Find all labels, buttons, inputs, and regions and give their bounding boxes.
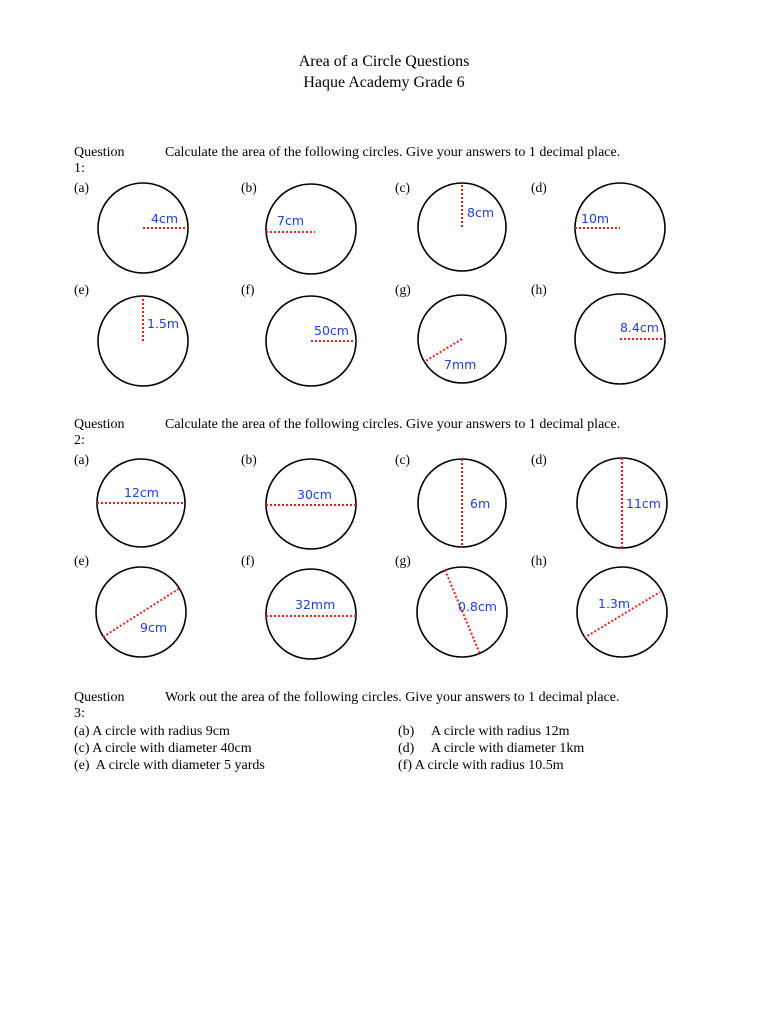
worksheet-subtitle: Haque Academy Grade 6: [303, 74, 465, 91]
q2f-circle: [266, 569, 356, 659]
q2d-measurement: 11cm: [626, 496, 661, 511]
q1e-measurement: 1.5m: [147, 316, 180, 331]
q1a-measurement: 4cm: [151, 211, 179, 226]
q1c-measurement: 8cm: [467, 205, 495, 220]
q2-label-b: (b): [241, 452, 257, 467]
worksheet-title: Area of a Circle Questions: [298, 53, 470, 70]
q3-item-f: (f) A circle with radius 10.5m: [398, 758, 564, 773]
q1-label-d: (d): [531, 180, 547, 195]
q1-label-h: (h): [531, 282, 547, 297]
q1-label-b: (b): [241, 180, 257, 195]
q2-label-d: (d): [531, 452, 547, 467]
q1g-measurement: 7mm: [444, 357, 477, 372]
q1-label-g: (g): [395, 282, 411, 297]
q2-label-h: (h): [531, 553, 547, 568]
q1d-measurement: 10m: [581, 211, 610, 226]
q1b-circle: [266, 184, 356, 274]
q2h-measurement: 1.3m: [598, 596, 631, 611]
q3-item-c: (c) A circle with diameter 40cm: [74, 741, 252, 756]
q2h-circle: [577, 567, 667, 657]
q2-label-g: (g): [395, 553, 411, 568]
q1-label-c: (c): [395, 180, 410, 195]
question-1-text: Calculate the area of the following circles. Give your answers to 1 decimal place.: [165, 145, 621, 160]
question-2-text: Calculate the area of the following circles. Give your answers to 1 decimal place.: [165, 417, 621, 432]
question-3-number: Question 3:: [74, 690, 125, 721]
q3-item-e: (e) A circle with diameter 5 yards: [74, 758, 265, 773]
question-3-text: Work out the area of the following circles. Give your answers to 1 decimal place.: [165, 690, 620, 705]
q2e-measurement: 9cm: [140, 620, 168, 635]
q1b-measurement: 7cm: [277, 213, 305, 228]
q2-label-f: (f): [241, 553, 255, 568]
q2-label-c: (c): [395, 452, 410, 467]
q2c-measurement: 6m: [470, 496, 491, 511]
question-2-number: Question 2:: [74, 417, 125, 448]
q2-label-a: (a): [74, 452, 89, 467]
q3-item-d: (d) A circle with diameter 1km: [398, 741, 585, 756]
q1h-measurement: 8.4cm: [620, 320, 659, 335]
q2f-measurement: 32mm: [295, 597, 336, 612]
q1-label-a: (a): [74, 180, 89, 195]
q2g-measurement: 0.8cm: [458, 599, 497, 614]
question-1-number: Question 1:: [74, 145, 125, 176]
q1-label-f: (f): [241, 282, 255, 297]
q3-item-b: (b) A circle with radius 12m: [398, 724, 570, 739]
q2a-measurement: 12cm: [124, 485, 159, 500]
q2b-measurement: 30cm: [297, 487, 332, 502]
q3-item-a: (a) A circle with radius 9cm: [74, 724, 230, 739]
q1f-measurement: 50cm: [314, 323, 349, 338]
q2-label-e: (e): [74, 553, 89, 568]
q1-label-e: (e): [74, 282, 89, 297]
